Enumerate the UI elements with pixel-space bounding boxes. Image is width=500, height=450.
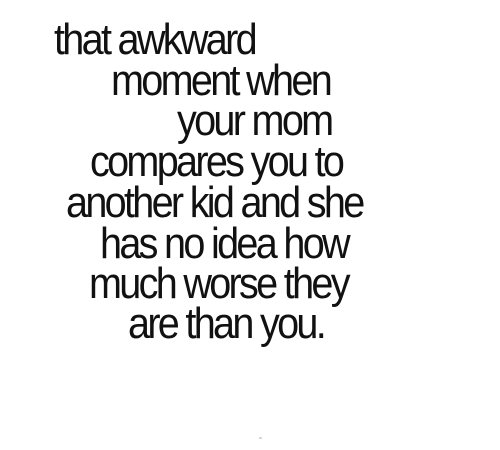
- quote-line-2: moment when: [111, 56, 331, 105]
- decorative-speck: [259, 437, 262, 439]
- quote-line-7: much worse they: [89, 259, 348, 308]
- quote-line-6: has no idea how: [100, 219, 348, 268]
- quote-line-4: compares you to: [90, 137, 343, 186]
- quote-line-8: are than you.: [128, 299, 325, 348]
- quote-line-1: that awkward: [54, 15, 255, 64]
- quote-line-5: another kid and she: [66, 178, 363, 227]
- quote-line-3: your mom: [177, 96, 332, 145]
